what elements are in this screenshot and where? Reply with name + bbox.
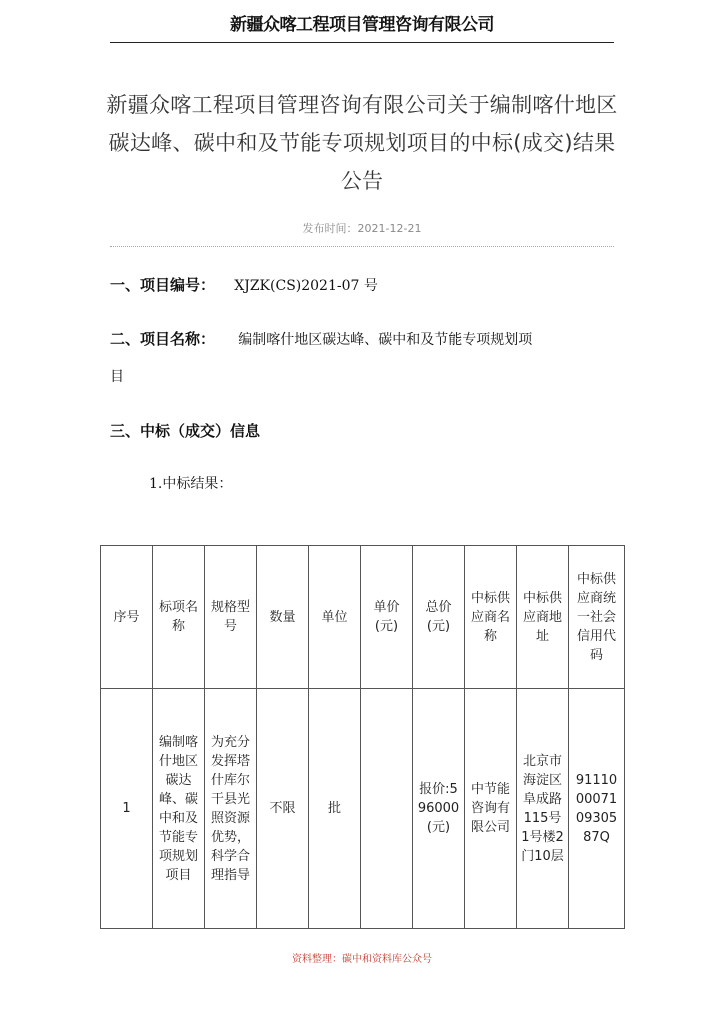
- header-cell: 单位: [309, 546, 361, 689]
- cell-quantity: 不限: [257, 689, 309, 929]
- publish-label: 发布时间：: [302, 222, 358, 235]
- header-rule: [110, 42, 614, 43]
- project-name-continuation: 目: [110, 369, 124, 385]
- cell-total-price: 报价:596000(元): [413, 689, 465, 929]
- cell-credit-code: 91110000710930587Q: [569, 689, 625, 929]
- publish-date-value: 2021-12-21: [357, 222, 422, 235]
- header-company: 新疆众喀工程项目管理咨询有限公司: [230, 15, 494, 35]
- table-header-row: [101, 546, 625, 689]
- divider: [110, 246, 614, 247]
- cell-supplier-address: 北京市海淀区阜成路115号1号楼2门10层: [517, 689, 569, 929]
- cell-supplier-name: 中节能咨询有限公司: [465, 689, 517, 929]
- footer-source: 资料整理：碳中和资料库公众号: [292, 954, 432, 965]
- cell-index: 1: [101, 689, 153, 929]
- header-cell: 中标供应商地址: [517, 546, 569, 689]
- cell-unit: 批: [309, 689, 361, 929]
- header-cell: 数量: [257, 546, 309, 689]
- result-table: [100, 545, 625, 929]
- sub-heading-result: 1.中标结果：: [149, 476, 233, 492]
- section-result-info: 三、中标（成交）信息: [110, 422, 261, 440]
- header-cell: 规格型号: [205, 546, 257, 689]
- publish-date: [0, 220, 724, 236]
- header-cell: 总价(元): [413, 546, 465, 689]
- section-project-number: [110, 274, 378, 295]
- table-row: [101, 689, 625, 929]
- header-cell: 中标供应商名称: [465, 546, 517, 689]
- project-name-label: 二、项目名称：: [110, 330, 216, 348]
- project-number-label: 一、项目编号：: [110, 276, 216, 294]
- section-project-name: [110, 328, 532, 349]
- cell-unit-price: [361, 689, 413, 929]
- project-name-value: 编制喀什地区碳达峰、碳中和及节能专项规划项: [238, 332, 533, 348]
- cell-item-name: 编制喀什地区碳达峰、碳中和及节能专项规划项目: [153, 689, 205, 929]
- page-title: 新疆众喀工程项目管理咨询有限公司关于编制喀什地区碳达峰、碳中和及节能专项规划项目的中标(成交)结果公告: [106, 93, 618, 193]
- header-cell: 单价(元): [361, 546, 413, 689]
- project-number-value: XJZK(CS)2021-07 号: [234, 278, 378, 294]
- header-cell: 序号: [101, 546, 153, 689]
- cell-spec: 为充分发挥塔什库尔干县光照资源优势，科学合理指导: [205, 689, 257, 929]
- header-cell: 中标供应商统一社会信用代码: [569, 546, 625, 689]
- header-cell: 标项名称: [153, 546, 205, 689]
